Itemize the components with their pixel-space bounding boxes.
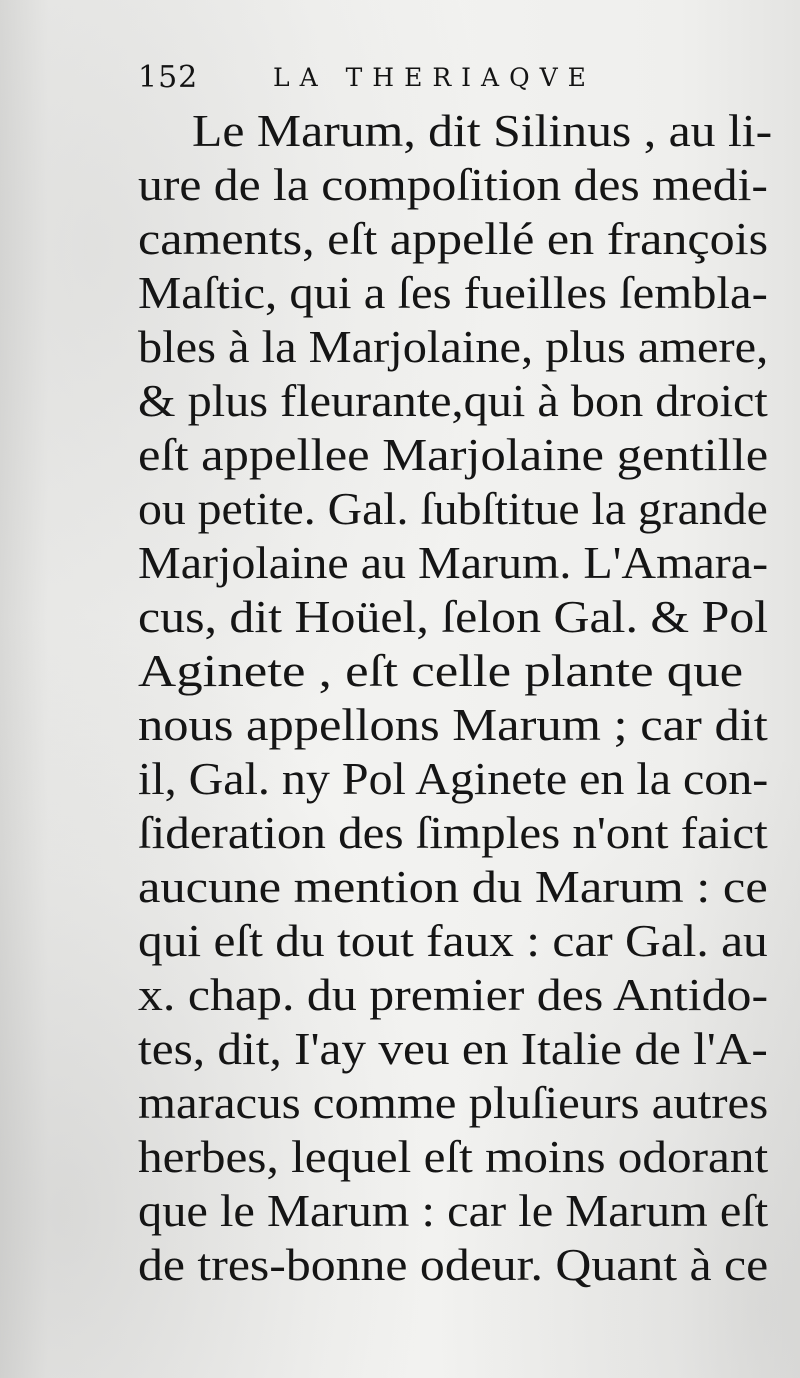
text-line: x. chap. du premier des Antido- (138, 969, 769, 1020)
text-line: ſideration des ſimples n'ont faict (138, 807, 768, 858)
running-head (138, 58, 738, 98)
text-line: cus, dit Hoüel, ſelon Gal. & Pol (138, 591, 769, 642)
text-line: & plus fleurante,qui à bon droict (138, 375, 768, 426)
body-text (138, 104, 773, 1292)
page-number: 152 (138, 60, 199, 95)
text-line: de tres-bonne odeur. Quant à ce (138, 1239, 769, 1290)
text-line: Maſtic, qui a ſes fueilles ſembla- (138, 267, 768, 318)
text-line: qui eſt du tout faux : car Gal. au (138, 915, 768, 966)
text-line: ou petite. Gal. ſubſtitue la grande (138, 483, 768, 534)
text-line: ure de la compoſition des medi- (138, 159, 768, 210)
text-line: eſt appellee Marjolaine gentille (138, 429, 769, 480)
text-line: Le Marum, dit Silinus , au li- (192, 105, 773, 156)
text-line: nous appellons Marum ; car dit (138, 699, 768, 750)
text-line: caments, eſt appellé en françois (138, 213, 769, 264)
text-line: il, Gal. ny Pol Aginete en la con- (138, 753, 769, 804)
text-line: bles à la Marjolaine, plus amere, (138, 321, 769, 372)
text-line: tes, dit, I'ay veu en Italie de l'A- (138, 1023, 768, 1074)
text-line: Marjolaine au Marum. L'Amara- (138, 537, 769, 588)
text-line: herbes, lequel eſt moins odorant (138, 1131, 769, 1182)
text-line: aucune mention du Marum : ce (138, 861, 768, 912)
running-title: LA THERIAQVE (273, 63, 596, 92)
text-line: que le Marum : car le Marum eſt (138, 1185, 769, 1236)
text-line: maracus comme pluſieurs autres (138, 1077, 769, 1128)
text-line: Aginete , eſt celle plante que (138, 645, 744, 696)
